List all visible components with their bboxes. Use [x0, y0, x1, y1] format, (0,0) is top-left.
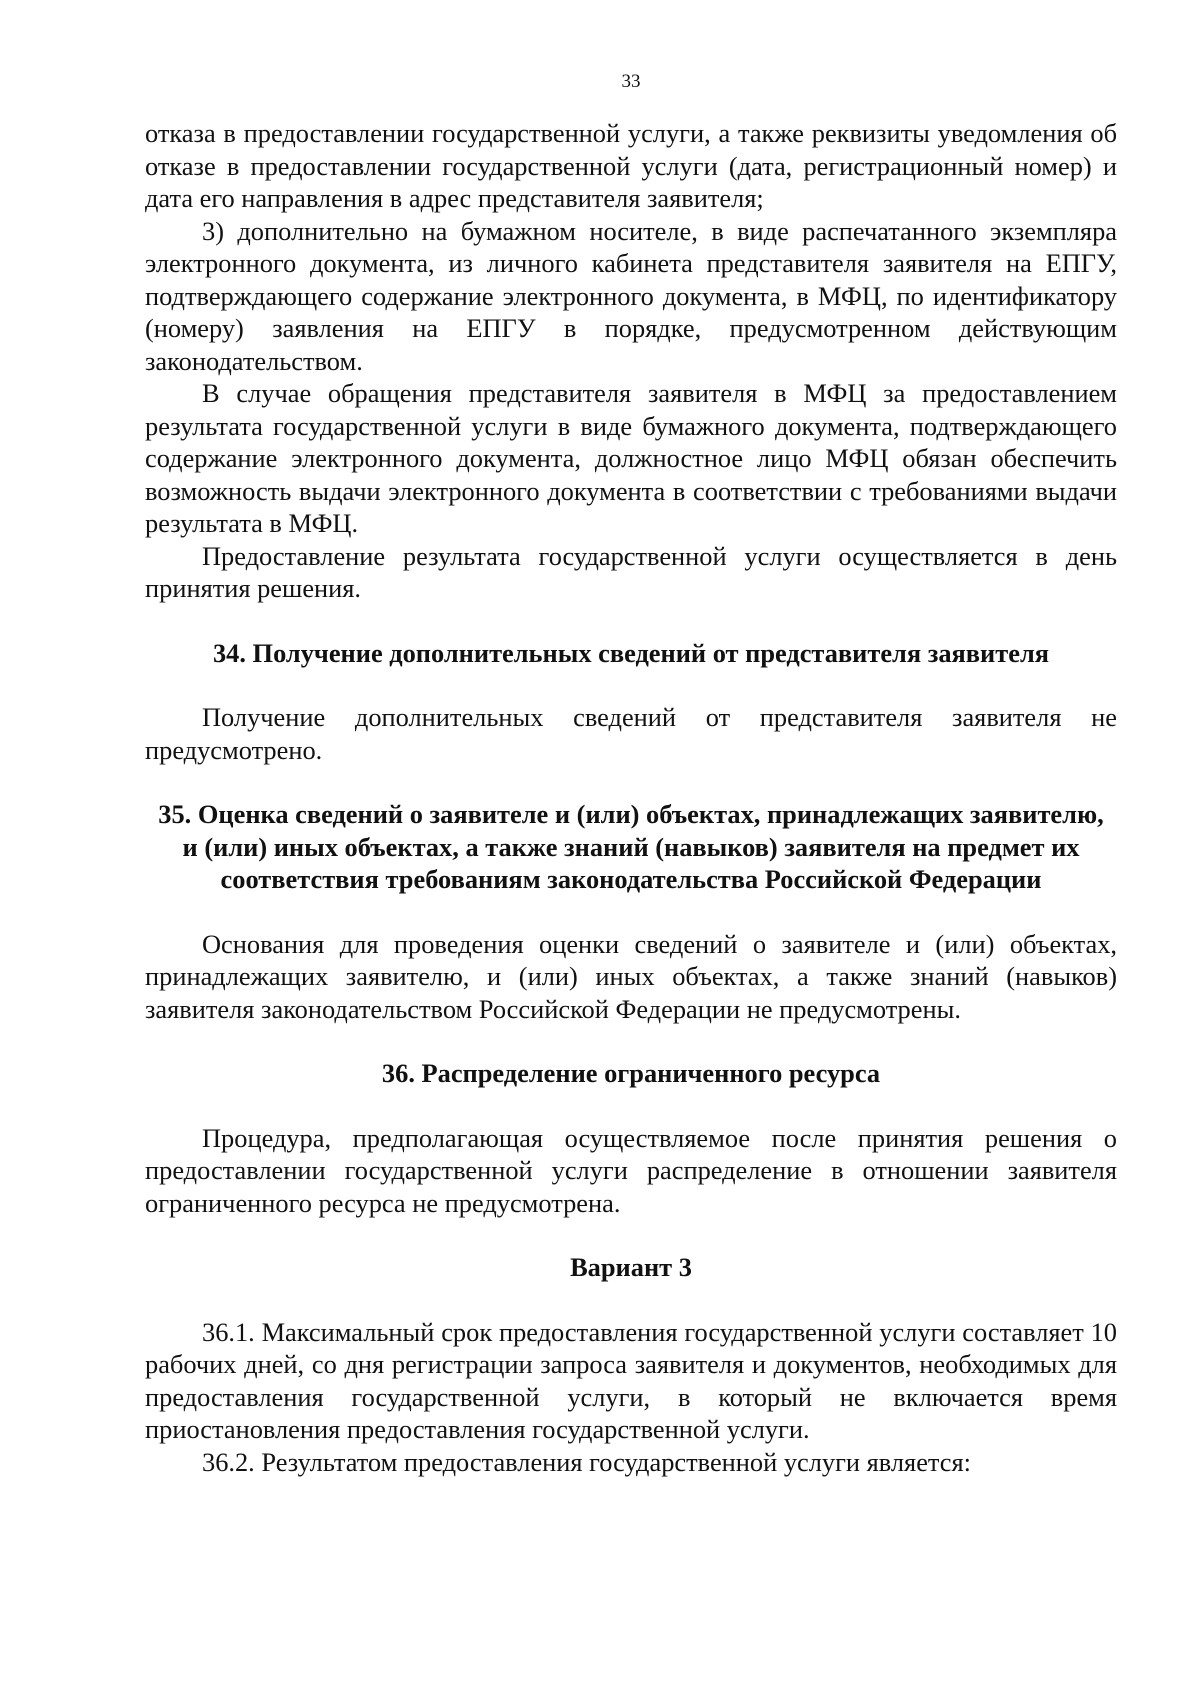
variant-heading: Вариант 3 — [570, 1252, 692, 1282]
paragraph-mfc-request: В случае обращения представителя заявителя в МФЦ за предоставлением результата государственной услуги в виде бумажного документа, подтверждающего содержание электронного документа, должностное лицо МФЦ обязан обеспечить возможность выдачи электронного документа в соответствии с требованиями выдачи результата в МФЦ. — [145, 378, 1117, 538]
paragraph-item-3: 3) дополнительно на бумажном носителе, в виде распечатанного экземпляра электронного документа, из личного кабинета представителя заявителя на ЕПГУ, подтверждающего содержание электронного документа, в МФЦ, по идентификатору (номеру) заявления на ЕПГУ в порядке, предусмотренном действующим законодательством. — [145, 215, 1117, 376]
paragraph-section-34: Получение дополнительных сведений от представителя заявителя не предусмотрено. — [145, 702, 1117, 765]
document-page — [145, 60, 1117, 1478]
paragraph-section-36: Процедура, предполагающая осуществляемое после принятия решения о предоставлении государственной услуги распределение в отношении заявителя ограниченного ресурса не предусмотрена. — [145, 1122, 1117, 1218]
paragraph-36-2: 36.2. Результатом предоставления государственной услуги является: — [202, 1446, 971, 1477]
paragraph-36-1: 36.1. Максимальный срок предоставления государственной услуги составляет 10 рабочих дней, со дня регистрации запроса заявителя и документов, необходимых для предоставления государственной услуги, в который не включается время приостановления предоставления государственной услуги. — [145, 1316, 1117, 1444]
paragraph-section-35: Основания для проведения оценки сведений о заявителе и (или) объектах, принадлежащих заявителю, и (или) иных объектах, а также знаний (навыков) заявителя законодательством Российской Федерации не предусмотрены. — [145, 928, 1117, 1024]
section-heading-36: 36. Распределение ограниченного ресурса — [381, 1058, 881, 1088]
section-heading-34: 34. Получение дополнительных сведений от представителя заявителя — [212, 637, 1050, 668]
paragraph-result-day: Предоставление результата государственной услуги осуществляется в день принятия решения. — [145, 540, 1117, 603]
section-heading-35: 35. Оценка сведений о заявителе и (или) объектах, принадлежащих заявителю, и (или) иных объектах, а также знаний (навыков) заявителя на предмет их соответствия требованиям законодательства Российской Федерации — [158, 799, 1104, 894]
page-number: 33 — [621, 71, 641, 92]
paragraph-refusal-details: отказа в предоставлении государственной услуги, а также реквизиты уведомления об отказе в предоставлении государственной услуги (дата, регистрационный номер) и дата его направления в адрес представителя заявителя; — [145, 118, 1117, 213]
